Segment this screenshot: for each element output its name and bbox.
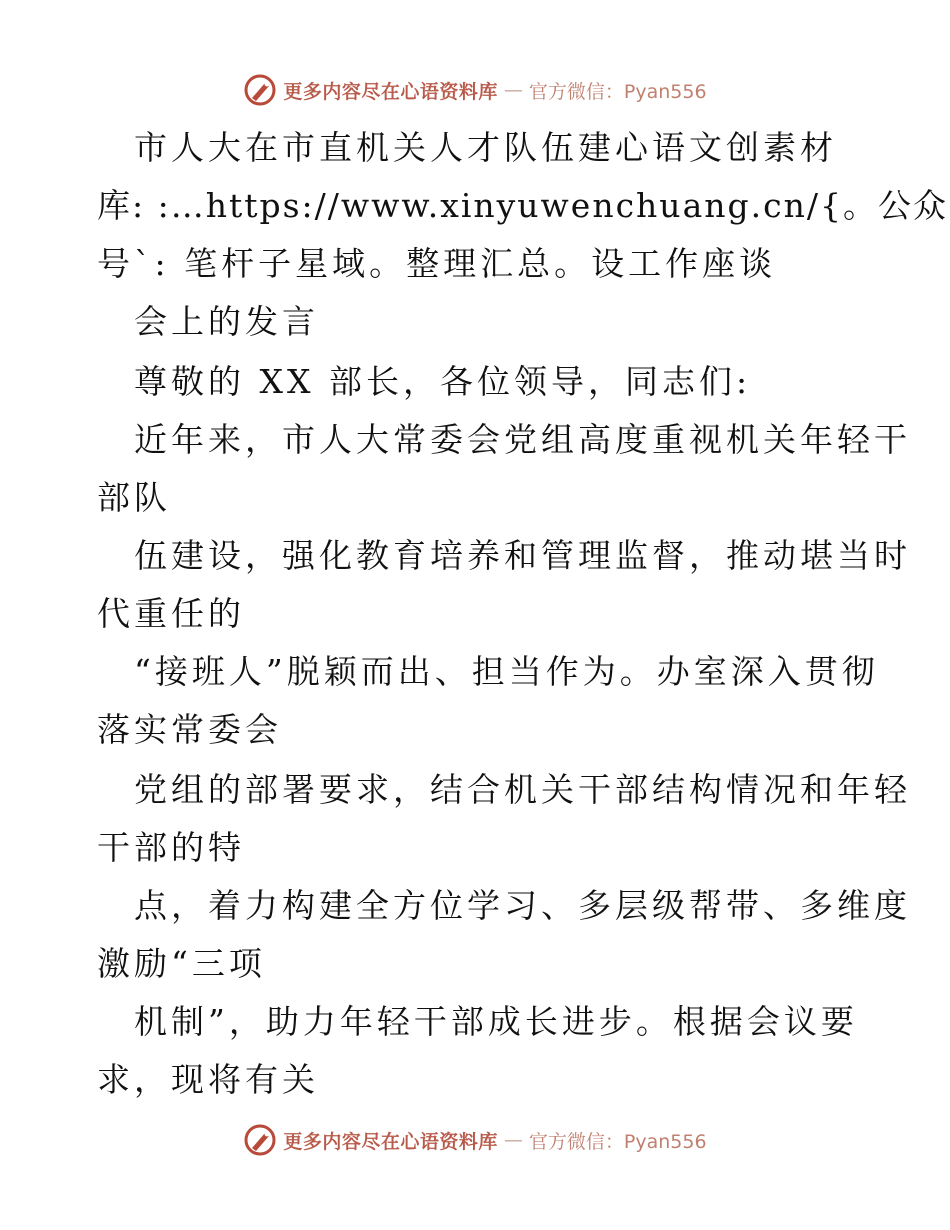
- document-line: 会上的发言: [134, 302, 319, 341]
- document-line: 近年来，市人大常委会党组高度重视机关年轻干: [134, 420, 911, 459]
- header-wechat-id: 官方微信：Pyan556: [528, 80, 707, 103]
- header-banner: [0, 70, 950, 110]
- document-line: 尊敬的 XX 部长，各位领导，同志们:: [134, 362, 752, 401]
- header-banner-separator: —: [503, 79, 523, 101]
- header-banner-text: 更多内容尽在心语资料库: [283, 80, 498, 103]
- footer-banner-separator: —: [503, 1129, 523, 1151]
- document-line: 代重任的: [97, 594, 245, 633]
- document-line: 伍建设，强化教育培养和管理监督，推动堪当时: [134, 536, 911, 575]
- document-line: 库: :…https://www.xinyuwenchuang.cn/{。公众: [97, 186, 948, 225]
- document-line: 机制”，助力年轻干部成长进步。根据会议要: [134, 1002, 858, 1041]
- footer-banner-text: 更多内容尽在心语资料库: [283, 1130, 498, 1153]
- document-line: 市人大在市直机关人才队伍建心语文创素材: [134, 128, 837, 167]
- document-line: 点，着力构建全方位学习、多层级帮带、多维度: [134, 886, 911, 925]
- document-line: 党组的部署要求，结合机关干部结构情况和年轻: [134, 770, 911, 809]
- footer-banner: [0, 1120, 950, 1160]
- document-line: “接班人”脱颖而出、担当作为。办室深入贯彻: [134, 652, 879, 691]
- document-line: 激励“三项: [97, 944, 266, 983]
- pen-logo-icon: [243, 1123, 277, 1157]
- document-line: 干部的特: [97, 828, 245, 867]
- document-line: 落实常委会: [97, 710, 282, 749]
- document-line: 部队: [97, 478, 171, 517]
- document-line: 求，现将有关: [97, 1060, 319, 1099]
- footer-wechat-id: 官方微信：Pyan556: [528, 1130, 707, 1153]
- pen-logo-icon: [243, 73, 277, 107]
- document-line: 号`: 笔杆子星域。整理汇总。设工作座谈: [97, 244, 777, 283]
